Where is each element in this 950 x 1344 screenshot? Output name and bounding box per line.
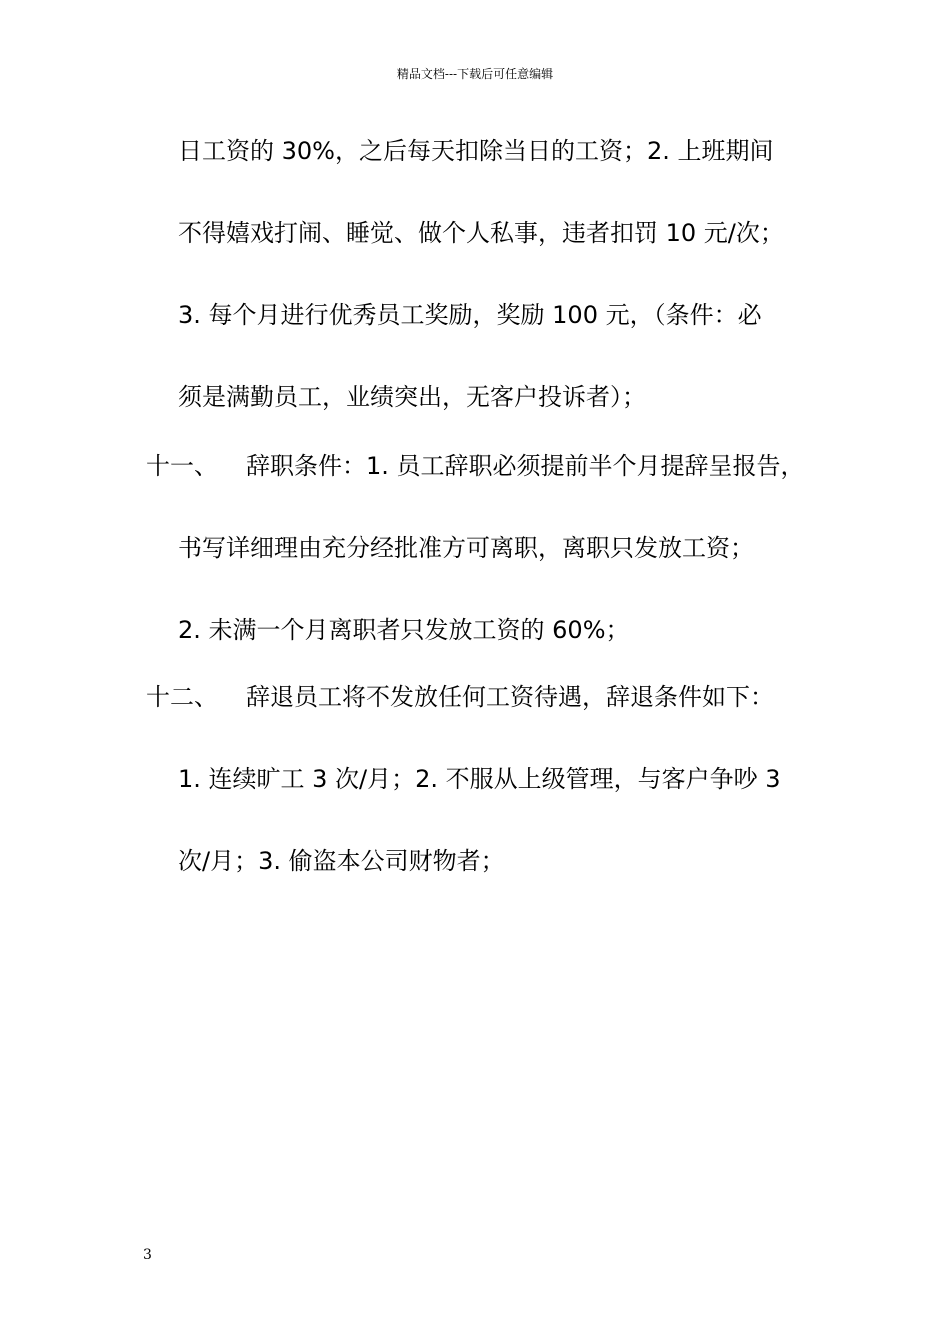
body-line-1: 日工资的 30%，之后每天扣除当日的工资；2. 上班期间 bbox=[178, 137, 774, 165]
section-12-text: 辞退员工将不发放任何工资待遇，辞退条件如下： bbox=[246, 683, 774, 711]
section-12-line-1: 1. 连续旷工 3 次/月；2. 不服从上级管理，与客户争吵 3 bbox=[178, 765, 781, 793]
body-line-3: 3. 每个月进行优秀员工奖励，奖励 100 元，（条件：必 bbox=[178, 301, 762, 329]
body-line-4: 须是满勤员工，业绩突出，无客户投诉者）； bbox=[178, 383, 646, 411]
section-11-number: 十一、 bbox=[146, 452, 218, 480]
page-number: 3 bbox=[143, 1247, 152, 1263]
section-11-text: 辞职条件：1. 员工辞职必须提前半个月提辞呈报告， bbox=[246, 452, 805, 480]
section-11-line-2: 2. 未满一个月离职者只发放工资的 60%； bbox=[178, 616, 630, 644]
section-12-line-2: 次/月；3. 偷盗本公司财物者； bbox=[178, 847, 505, 875]
page-header: 精品文档---下载后可任意编辑 bbox=[396, 67, 554, 81]
body-line-2: 不得嬉戏打闹、睡觉、做个人私事，违者扣罚 10 元/次； bbox=[178, 219, 784, 247]
section-12-number: 十二、 bbox=[146, 683, 218, 711]
section-11-line-1: 书写详细理由充分经批准方可离职，离职只发放工资； bbox=[178, 534, 754, 562]
